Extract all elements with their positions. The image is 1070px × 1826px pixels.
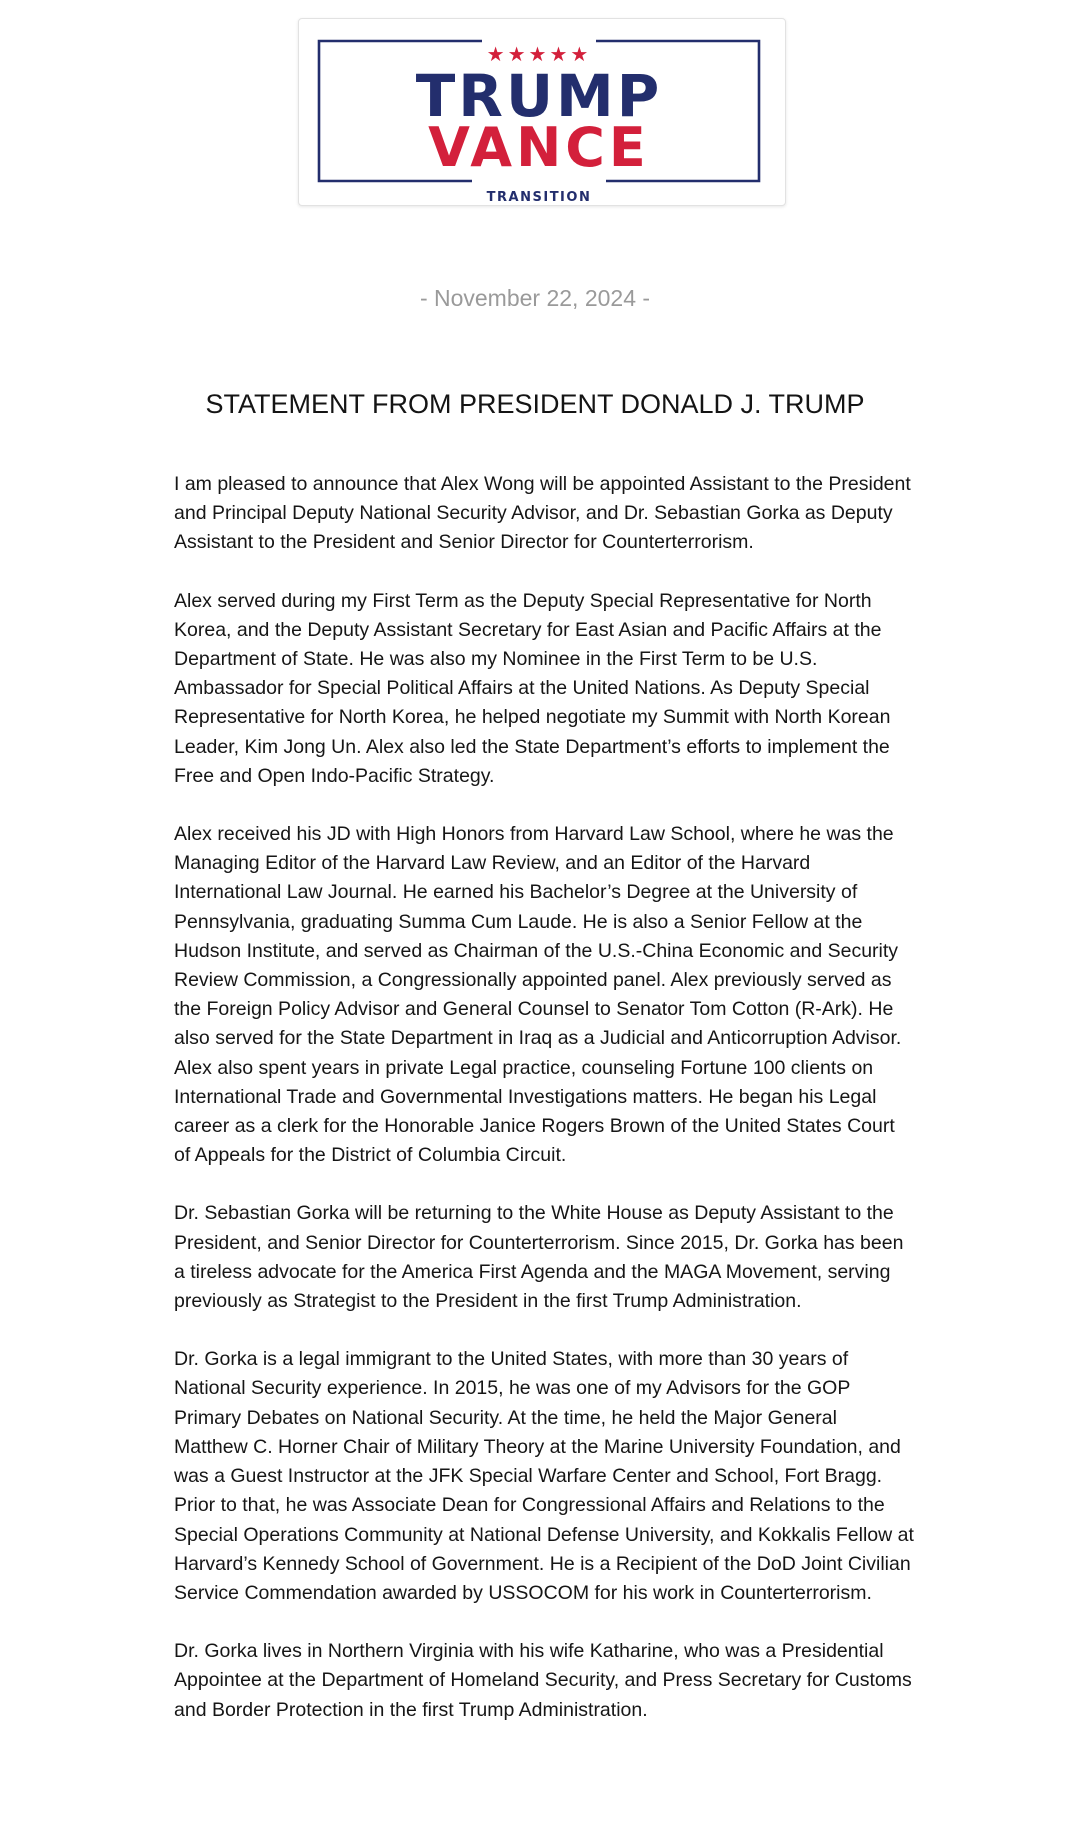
statement-body bbox=[174, 470, 914, 1754]
release-date: - November 22, 2024 - bbox=[419, 285, 651, 311]
logo-trump-text: TRUMP bbox=[415, 62, 663, 130]
paragraph-6: Dr. Gorka lives in Northern Virginia with his wife Katharine, who was a Presidential Appointee at the Department of Homeland Security, and Press Secretary for Customs and Border Protection in the first Trump Administration. bbox=[174, 1640, 912, 1721]
statement-title: STATEMENT FROM PRESIDENT DONALD J. TRUMP bbox=[205, 389, 865, 419]
logo-vance-text: VANCE bbox=[428, 116, 650, 179]
paragraph-3: Alex received his JD with High Honors from Harvard Law School, where he was the Managing Editor of the Harvard Law Review, and an Editor of the Harvard International Law Journal. He earned his Bachelor’s Degree at the University of Pennsylvania, graduating Summa Cum Laude. He is also a Senior Fellow at the Hudson Institute, and served as Chairman of the U.S.-China Economic and Security Review Commission, a Congressionally appointed panel. Alex previously served as the Foreign Policy Advisor and General Counsel to Senator Tom Cotton (R-Ark). He also served for the State Department in Iraq as a Judicial and Anticorruption Advisor. Alex also spent years in private Legal practice, counseling Fortune 100 clients on International Trade and Governmental Investigations matters. He began his Legal career as a clerk for the Honorable Janice Rogers Brown of the United States Court of Appeals for the District of Columbia Circuit. bbox=[174, 823, 902, 1167]
paragraph-1: I am pleased to announce that Alex Wong will be appointed Assistant to the President and Principal Deputy National Security Advisor, and Dr. Sebastian Gorka as Deputy Assistant to the President and Senior Director for Counterterrorism. bbox=[174, 473, 911, 554]
logo-card bbox=[298, 18, 786, 206]
logo-transition-text: TRANSITION bbox=[486, 190, 592, 205]
paragraph-5: Dr. Gorka is a legal immigrant to the United States, with more than 30 years of National Security experience. In 2015, he was one of my Advisors for the GOP Primary Debates on National Security. At the time, he held the Major General Matthew C. Horner Chair of Military Theory at the Marine University Foundation, and was a Guest Instructor at the JFK Special Warfare Center and School, Fort Bragg. Prior to that, he was Associate Dean for Congressional Affairs and Relations to the Special Operations Community at National Defense University, and Kokkalis Fellow at Harvard’s Kennedy School of Government. He is a Recipient of the DoD Joint Civilian Service Commendation awarded by USSOCOM for his work in Counterterrorism. bbox=[174, 1348, 914, 1604]
logo-stars: ★★★★★ bbox=[486, 42, 592, 66]
paragraph-2: Alex served during my First Term as the Deputy Special Representative for North Korea, and the Deputy Assistant Secretary for East Asian and Pacific Affairs at the Department of State. He was also my Nominee in the First Term to be U.S. Ambassador for Special Political Affairs at the United Nations. As Deputy Special Representative for North Korea, he helped negotiate my Summit with North Korean Leader, Kim Jong Un. Alex also led the State Department’s efforts to implement the Free and Open Indo-Pacific Strategy. bbox=[174, 589, 891, 787]
logo bbox=[317, 39, 761, 205]
paragraph-4: Dr. Sebastian Gorka will be returning to the White House as Deputy Assistant to the President, and Senior Director for Counterterrorism. Since 2015, Dr. Gorka has been a tireless advocate for the America First Agenda and the MAGA Movement, serving previously as Strategist to the President in the first Trump Administration. bbox=[174, 1202, 904, 1313]
